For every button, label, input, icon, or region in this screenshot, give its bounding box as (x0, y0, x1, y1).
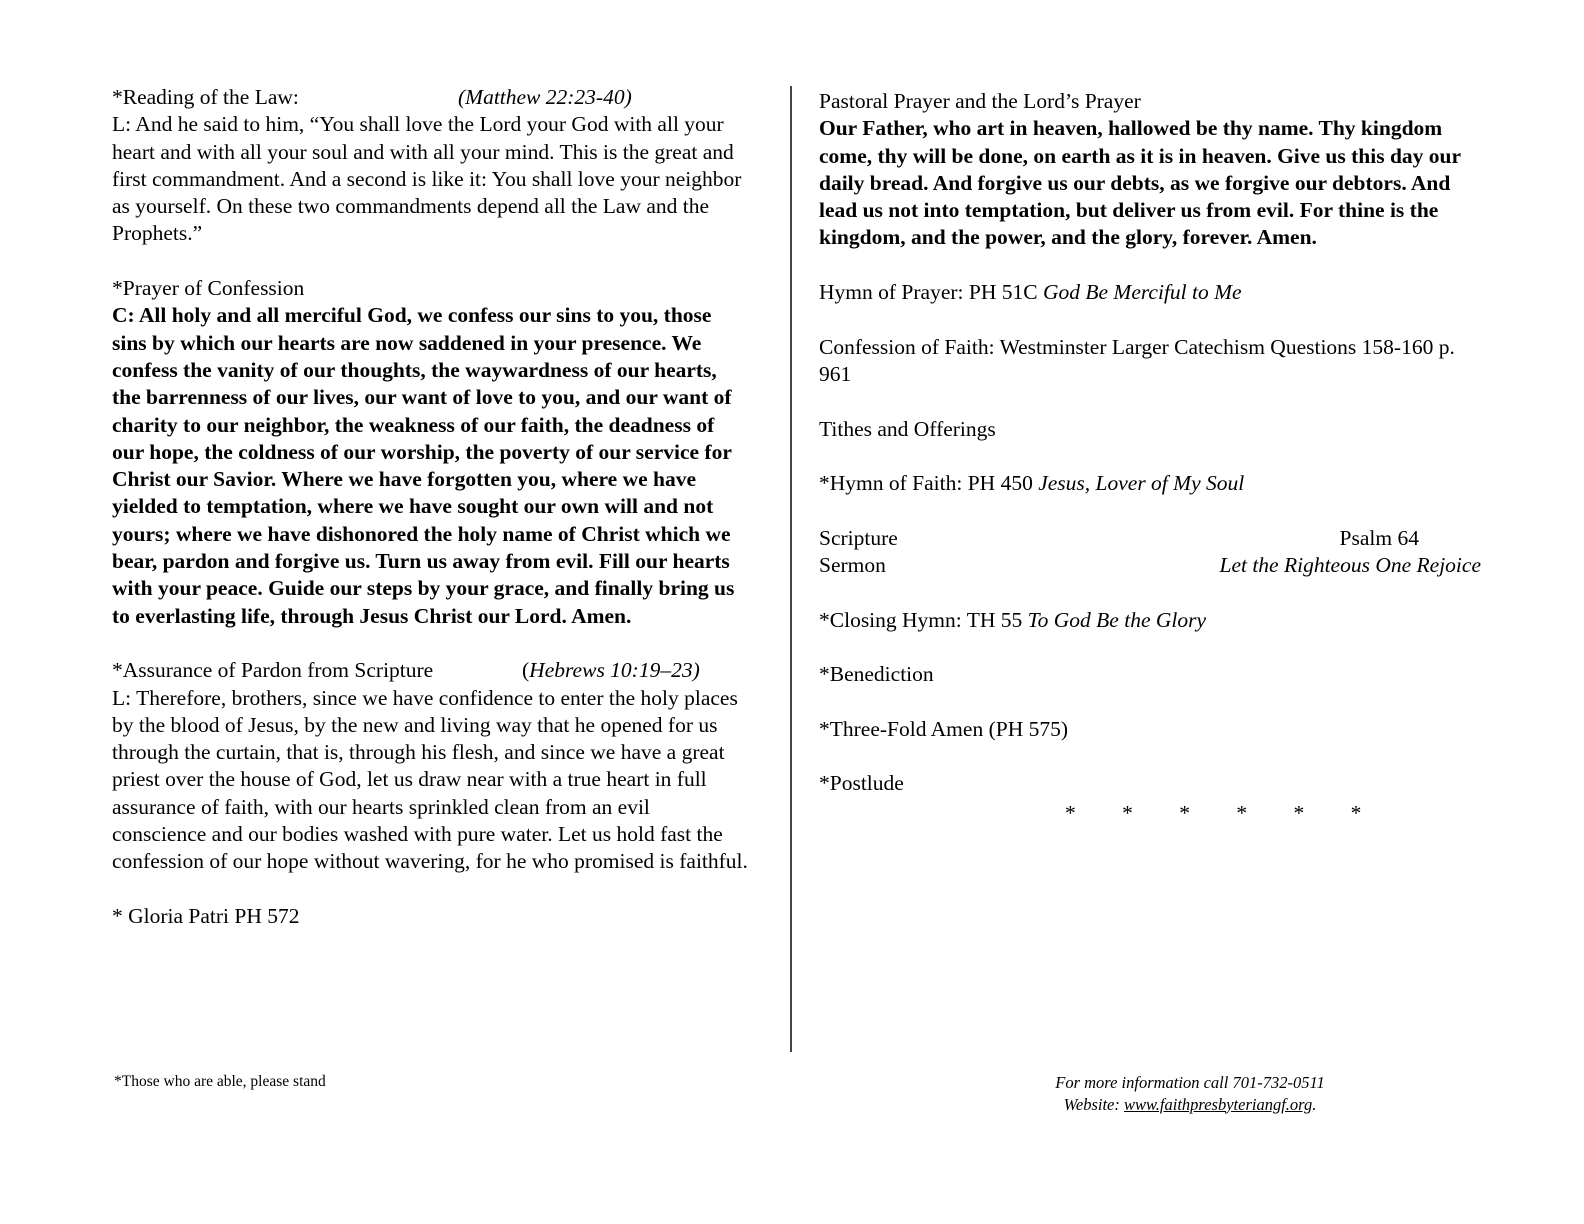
closing-hymn-title: To God Be the Glory (1027, 607, 1207, 632)
spacer (819, 443, 1481, 470)
benediction-line: *Benediction (819, 662, 934, 687)
reading-of-the-law-heading: *Reading of the Law: (112, 85, 299, 109)
spacer (819, 252, 1481, 279)
scripture-row (819, 525, 1481, 552)
spacer (112, 630, 748, 657)
tithes-and-offerings-line: Tithes and Offerings (819, 416, 996, 441)
sermon-row (819, 552, 1481, 579)
hymn-of-prayer-label: Hymn of Prayer: PH 51C (819, 280, 1043, 305)
hymn-of-prayer-title: God Be Merciful to Me (1042, 280, 1242, 305)
reading-of-the-law-citation: (Matthew 22:23-40) (458, 85, 632, 109)
contact-phone-line: For more information call 701-732-0511 (1055, 1073, 1325, 1092)
contact-footer (900, 1072, 1480, 1115)
spacer (819, 634, 1481, 661)
assurance-of-pardon-body: L: Therefore, brothers, since we have confidence to enter the holy places by the blood of Jesus, by the new and living way that he opened for us through the curtain, that is, through his flesh, and since we have a great priest over the house of God, let us draw near with a true heart in full assurance of faith, with our hearts sprinkled clean from an evil conscience and our bodies washed with pure water. Let us hold fast the confession of our hope without wavering, for he who promised is faithful. (112, 685, 748, 874)
standing-note: *Those who are able, please stand (114, 1073, 326, 1090)
website-url-link[interactable]: www.faithpresbyteriangf.org (1123, 1094, 1313, 1114)
prayer-of-confession-heading: *Prayer of Confession (112, 276, 305, 301)
reading-of-the-law-body: L: And he said to him, “You shall love the Lord your God with all your heart and with all your soul and with all your mind. This is the great and first commandment. And a second is like it: You shall love your neighbor as yourself. On these two commandments depend all the Law and the Prophets.” (112, 112, 742, 246)
closing-hymn-line (819, 607, 1481, 634)
contact-website-line (900, 1094, 1480, 1116)
left-column (112, 84, 748, 930)
assurance-of-pardon-citation-group (522, 657, 700, 684)
hymn-of-faith-line (819, 470, 1481, 497)
pastoral-prayer-heading: Pastoral Prayer and the Lord’s Prayer (819, 89, 1141, 113)
hymn-of-faith-title: Jesus, Lover of My Soul (1038, 471, 1245, 496)
website-label: Website: (1063, 1094, 1124, 1114)
citation-open-paren: ( (522, 658, 530, 683)
sermon-label: Sermon (819, 553, 886, 578)
assurance-of-pardon-citation: Hebrews 10:19–23) (529, 658, 700, 683)
spacer (112, 876, 748, 903)
spacer (819, 497, 1481, 524)
spacer (819, 579, 1481, 606)
sermon-title: Let the Righteous One Rejoice (1219, 553, 1481, 578)
lords-prayer-body: Our Father, who art in heaven, hallowed be thy name. Thy kingdom come, thy will be done, on earth as it is in heaven. Give us this day our daily bread. And forgive us our debts, as we forgive our debtors. And lead us not into temptation, but deliver us from evil. For thine is the kingdom, and the power, and the glory, forever. Amen. (819, 116, 1461, 250)
scripture-label: Scripture (819, 525, 898, 550)
section-separator-asterisks: * * * * * * (1065, 800, 1382, 825)
closing-hymn-label: *Closing Hymn: TH 55 (819, 607, 1028, 632)
spacer (112, 248, 748, 275)
scripture-value: Psalm 64 (1339, 525, 1419, 550)
assurance-of-pardon-heading-row (112, 657, 748, 684)
three-fold-amen-line: *Three-Fold Amen (PH 575) (819, 716, 1069, 741)
postlude-line: *Postlude (819, 771, 904, 796)
reading-of-the-law-heading-row (112, 84, 748, 111)
website-trailing-period: . (1312, 1094, 1317, 1114)
prayer-of-confession-body: C: All holy and all merciful God, we confess our sins to you, those sins by which our hearts are now saddened in your presence. We confess the vanity of our thoughts, the waywardness of our hearts, the barrenness of our lives, our want of love to you, and our want of charity to our neighbor, the weakness of our faith, the deadness of our hope, the coldness of our worship, the poverty of our service for Christ our Savior. Where we have forgotten you, where we have yielded to temptation, where we have sought our own will and not yours; where we have dishonored the holy name of Christ which we bear, pardon and forgive us. Turn us away from evil. Fill our hearts with your peace. Guide our steps by your grace, and finally bring us to everlasting life, through Jesus Christ our Lord. Amen. (112, 303, 735, 628)
spacer (819, 306, 1481, 333)
spacer (819, 743, 1481, 770)
spacer (819, 388, 1481, 415)
gloria-patri-line: * Gloria Patri PH 572 (112, 903, 300, 928)
column-divider (790, 86, 792, 1052)
confession-of-faith-line: Confession of Faith: Westminster Larger Catechism Questions 158-160 p. 961 (819, 334, 1455, 386)
assurance-of-pardon-heading: *Assurance of Pardon from Scripture (112, 658, 434, 683)
spacer (819, 689, 1481, 716)
right-column (819, 88, 1481, 827)
hymn-of-faith-label: *Hymn of Faith: PH 450 (819, 471, 1039, 496)
hymn-of-prayer-line (819, 279, 1481, 306)
